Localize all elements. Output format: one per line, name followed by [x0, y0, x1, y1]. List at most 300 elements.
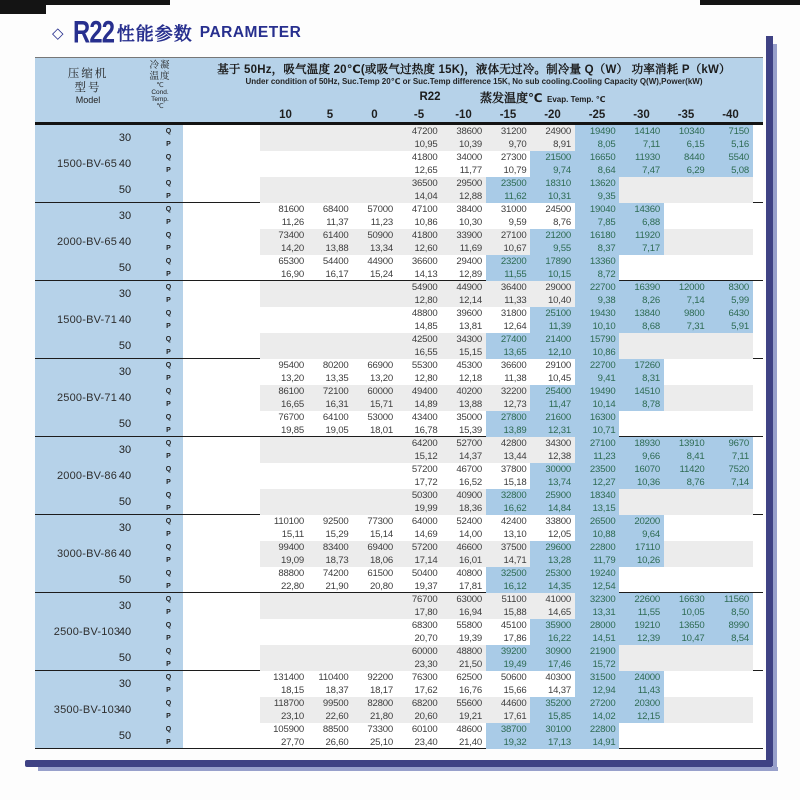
q-value-cell: 30100 — [545, 724, 571, 735]
p-value-cell: 16,55 — [414, 347, 438, 358]
q-value-cell: 7150 — [728, 126, 749, 137]
q-value-cell: 81600 — [278, 204, 304, 215]
p-value-cell: 12,39 — [636, 633, 660, 644]
p-value-cell: 18,37 — [325, 685, 349, 696]
cond-temp-row-pair — [35, 645, 763, 671]
p-value-cell: 6,88 — [642, 217, 660, 228]
q-row-label: Q — [165, 128, 172, 135]
q-value-cell: 18930 — [634, 438, 660, 449]
p-value-cell: 12,27 — [592, 477, 616, 488]
q-value-cell: 40300 — [545, 672, 571, 683]
q-value-cell: 16630 — [678, 594, 705, 605]
q-value-cell: 41800 — [411, 230, 438, 241]
q-value-cell: 13910 — [678, 438, 705, 449]
p-row-label: P — [166, 245, 171, 252]
evap-temp-tick: 0 — [371, 109, 378, 121]
p-value-cell: 17,62 — [414, 685, 438, 696]
cond-temp-row-pair — [35, 671, 763, 697]
p-value-cell: 15,14 — [369, 529, 393, 540]
p-value-cell: 12,89 — [458, 269, 482, 280]
q-value-cell: 10340 — [678, 126, 705, 137]
p-value-cell: 19,37 — [414, 581, 438, 592]
evap-temp-en: Evap. Temp. ℃ — [547, 95, 606, 104]
p-value-cell: 10,67 — [503, 243, 527, 254]
q-value-cell: 54400 — [322, 256, 349, 267]
q-row-label: Q — [165, 362, 172, 369]
p-value-cell: 13,89 — [503, 425, 527, 436]
p-value-cell: 16,65 — [280, 399, 304, 410]
p-value-cell: 23,30 — [414, 659, 438, 670]
q-value-cell: 64200 — [411, 438, 438, 449]
p-value-cell: 17,14 — [414, 555, 438, 566]
cond-temp-row-pair — [35, 125, 763, 151]
p-value-cell: 9,74 — [553, 165, 571, 176]
p-value-cell: 7,17 — [642, 243, 660, 254]
q-value-cell: 34000 — [456, 152, 482, 163]
q-value-cell: 69400 — [367, 542, 393, 553]
p-value-cell: 6,29 — [686, 165, 705, 176]
q-value-cell: 29500 — [456, 178, 482, 189]
q-value-cell: 19240 — [589, 568, 616, 579]
p-value-cell: 10,40 — [547, 295, 571, 306]
p-value-cell: 11,26 — [281, 217, 304, 228]
evap-temp-label — [480, 89, 720, 107]
p-value-cell: 5,08 — [731, 165, 749, 176]
cond-temp-value: 50 — [118, 340, 132, 352]
p-row-label: P — [166, 557, 171, 564]
q-value-cell: 60100 — [411, 724, 438, 735]
p-value-cell: 15,39 — [458, 425, 482, 436]
p-value-cell: 11,55 — [504, 269, 527, 280]
p-value-cell: 15,15 — [458, 347, 482, 358]
q-value-cell: 14360 — [634, 204, 660, 215]
p-value-cell: 20,60 — [414, 711, 438, 722]
p-value-cell: 14,69 — [414, 529, 438, 540]
p-row-label: P — [166, 635, 171, 642]
cond-temp-row-pair — [35, 307, 763, 333]
p-row-label: P — [166, 505, 171, 512]
p-value-cell: 13,31 — [592, 607, 616, 618]
evap-temp-cn: 蒸发温度℃ — [480, 91, 543, 105]
q-value-cell: 42800 — [500, 438, 527, 449]
cond-temp-value: 40 — [118, 392, 132, 404]
q-value-cell: 74200 — [322, 568, 349, 579]
evap-temp-tick: -25 — [588, 109, 606, 121]
q-value-cell: 18340 — [589, 490, 616, 501]
q-value-cell: 45300 — [456, 360, 482, 371]
q-value-cell: 36400 — [500, 282, 527, 293]
cond-temp-value: 50 — [118, 496, 132, 508]
q-value-cell: 42500 — [411, 334, 438, 345]
q-value-cell: 14510 — [634, 386, 660, 397]
cond-header-en1: Cond. — [151, 89, 169, 96]
q-row-label: Q — [165, 258, 172, 265]
q-value-cell: 8990 — [728, 620, 749, 631]
cond-temp-row-pair — [35, 385, 763, 411]
q-value-cell: 21500 — [545, 152, 571, 163]
q-value-cell: 31500 — [589, 672, 616, 683]
q-value-cell: 22700 — [589, 360, 616, 371]
q-row-label: Q — [165, 466, 172, 473]
model-block — [35, 593, 763, 671]
test-condition-en: Under condition of 50Hz, Suc.Temp 20℃ or Suc.Temp difference 15K, No sub cooling.Cooling Capacity Q(W),Power(kW) — [245, 77, 703, 86]
p-value-cell: 12,88 — [458, 191, 482, 202]
p-value-cell: 15,12 — [414, 451, 438, 462]
p-value-cell: 13,28 — [547, 555, 571, 566]
cond-temp-value: 40 — [118, 236, 132, 248]
p-value-cell: 8,64 — [597, 165, 616, 176]
p-value-cell: 11,47 — [548, 399, 571, 410]
p-value-cell: 17,86 — [503, 633, 527, 644]
cond-temp-value: 40 — [118, 314, 132, 326]
q-value-cell: 23500 — [500, 178, 527, 189]
p-value-cell: 8,05 — [597, 139, 616, 150]
p-value-cell: 11,62 — [504, 191, 527, 202]
cond-temp-value: 30 — [118, 132, 132, 144]
q-value-cell: 65300 — [278, 256, 304, 267]
q-value-cell: 60000 — [411, 646, 438, 657]
q-value-cell: 18310 — [545, 178, 571, 189]
p-value-cell: 11,23 — [370, 217, 393, 228]
p-value-cell: 16,52 — [458, 477, 482, 488]
p-value-cell: 11,39 — [548, 321, 571, 332]
p-value-cell: 16,31 — [325, 399, 349, 410]
p-value-cell: 10,10 — [592, 321, 616, 332]
q-value-cell: 16650 — [589, 152, 616, 163]
q-value-cell: 34300 — [456, 334, 482, 345]
cond-temp-row-pair — [35, 541, 763, 567]
p-value-cell: 8,72 — [597, 269, 616, 280]
q-row-label: Q — [165, 518, 172, 525]
p-value-cell: 13,15 — [592, 503, 616, 514]
q-row-label: Q — [165, 570, 172, 577]
p-value-cell: 5,91 — [731, 321, 749, 332]
p-value-cell: 12,64 — [503, 321, 527, 332]
q-value-cell: 28000 — [589, 620, 616, 631]
q-value-cell: 31000 — [500, 204, 527, 215]
cond-temp-row-pair — [35, 151, 763, 177]
p-value-cell: 16,17 — [325, 269, 349, 280]
q-value-cell: 11920 — [635, 230, 660, 241]
p-value-cell: 14,37 — [547, 685, 571, 696]
cond-temp-value: 50 — [118, 730, 132, 742]
model-name: 2500-BV-103 — [53, 625, 121, 638]
p-value-cell: 12,10 — [547, 347, 571, 358]
q-value-cell: 48800 — [411, 308, 438, 319]
table-body — [35, 125, 763, 749]
q-value-cell: 99500 — [322, 698, 349, 709]
q-value-cell: 36500 — [411, 178, 438, 189]
q-value-cell: 40900 — [456, 490, 482, 501]
p-value-cell: 16,22 — [547, 633, 571, 644]
q-row-label: Q — [165, 232, 172, 239]
model-name: 2000-BV-65 — [56, 235, 118, 248]
model-block — [35, 359, 763, 437]
q-value-cell: 57000 — [367, 204, 393, 215]
p-value-cell: 23,10 — [280, 711, 304, 722]
q-value-cell: 52700 — [456, 438, 482, 449]
p-value-cell: 17,13 — [547, 737, 571, 748]
q-value-cell: 110100 — [273, 516, 304, 527]
p-value-cell: 18,36 — [458, 503, 482, 514]
cond-header-cn1: 冷凝 — [149, 60, 171, 71]
q-value-cell: 44600 — [500, 698, 527, 709]
p-value-cell: 8,68 — [642, 321, 660, 332]
q-value-cell: 73300 — [367, 724, 393, 735]
p-value-cell: 21,80 — [369, 711, 393, 722]
q-value-cell: 36600 — [500, 360, 527, 371]
q-value-cell: 41000 — [545, 594, 571, 605]
p-value-cell: 12,14 — [458, 295, 482, 306]
q-value-cell: 11420 — [679, 464, 705, 475]
p-value-cell: 8,76 — [686, 477, 705, 488]
q-value-cell: 17890 — [545, 256, 571, 267]
model-block — [35, 125, 763, 203]
q-value-cell: 46600 — [456, 542, 482, 553]
q-value-cell: 37500 — [500, 542, 527, 553]
p-value-cell: 11,33 — [504, 295, 527, 306]
q-value-cell: 20300 — [634, 698, 660, 709]
q-value-cell: 43400 — [411, 412, 438, 423]
evap-temp-tick: -40 — [722, 109, 739, 121]
p-value-cell: 16,90 — [280, 269, 304, 280]
q-value-cell: 7520 — [728, 464, 749, 475]
cond-temp-value: 40 — [118, 548, 132, 560]
q-value-cell: 88800 — [278, 568, 304, 579]
page-border-right — [766, 36, 773, 766]
q-value-cell: 27100 — [500, 230, 527, 241]
page-border-right-shadow — [773, 44, 777, 770]
p-value-cell: 10,79 — [503, 165, 527, 176]
p-value-cell: 18,15 — [280, 685, 304, 696]
p-value-cell: 12,18 — [458, 373, 482, 384]
q-value-cell: 92500 — [322, 516, 349, 527]
q-row-label: Q — [165, 414, 172, 421]
p-value-cell: 13,74 — [547, 477, 571, 488]
cond-temp-row-pair — [35, 593, 763, 619]
q-row-label: Q — [165, 388, 172, 395]
p-row-label: P — [166, 297, 171, 304]
p-value-cell: 7,85 — [597, 217, 616, 228]
q-value-cell: 52400 — [456, 516, 482, 527]
evap-temp-tick: -15 — [499, 109, 517, 121]
q-value-cell: 110400 — [318, 672, 349, 683]
q-value-cell: 45100 — [500, 620, 527, 631]
q-value-cell: 48600 — [456, 724, 482, 735]
q-value-cell: 35000 — [456, 412, 482, 423]
p-value-cell: 13,20 — [369, 373, 393, 384]
q-row-label: Q — [165, 206, 172, 213]
q-row-label: Q — [165, 180, 172, 187]
q-value-cell: 8300 — [728, 282, 749, 293]
q-value-cell: 42400 — [500, 516, 527, 527]
q-value-cell: 68200 — [411, 698, 438, 709]
p-value-cell: 14,65 — [547, 607, 571, 618]
p-value-cell: 19,09 — [280, 555, 304, 566]
q-value-cell: 64000 — [411, 516, 438, 527]
p-value-cell: 19,05 — [325, 425, 349, 436]
q-value-cell: 24500 — [545, 204, 571, 215]
q-value-cell: 53000 — [367, 412, 393, 423]
q-value-cell: 22600 — [634, 594, 660, 605]
parameter-table — [35, 57, 763, 749]
title-cn: 性能参数 — [116, 24, 193, 44]
q-value-cell: 16070 — [634, 464, 660, 475]
q-value-cell: 20200 — [634, 516, 660, 527]
cond-temp-value: 40 — [118, 470, 132, 482]
q-value-cell: 68400 — [322, 204, 349, 215]
q-value-cell: 38400 — [456, 204, 482, 215]
p-value-cell: 10,05 — [681, 607, 705, 618]
p-value-cell: 9,38 — [597, 295, 616, 306]
q-value-cell: 25100 — [545, 308, 571, 319]
p-value-cell: 9,66 — [642, 451, 660, 462]
page-border-bottom — [25, 760, 773, 767]
cond-temp-row-pair — [35, 359, 763, 385]
q-value-cell: 73400 — [278, 230, 304, 241]
q-value-cell: 38700 — [500, 724, 527, 735]
q-value-cell: 31200 — [500, 126, 527, 137]
q-value-cell: 11930 — [635, 152, 660, 163]
p-value-cell: 15,11 — [281, 529, 304, 540]
q-value-cell: 29600 — [545, 542, 571, 553]
p-value-cell: 5,99 — [731, 295, 749, 306]
q-value-cell: 29400 — [456, 256, 482, 267]
p-value-cell: 16,78 — [414, 425, 438, 436]
q-row-label: Q — [165, 310, 172, 317]
cond-temp-row-pair — [35, 203, 763, 229]
p-value-cell: 10,86 — [414, 217, 438, 228]
p-value-cell: 19,99 — [414, 503, 438, 514]
q-value-cell: 23200 — [500, 256, 527, 267]
cond-temp-value: 50 — [118, 574, 132, 586]
p-value-cell: 7,11 — [642, 139, 660, 150]
q-row-label: Q — [165, 492, 172, 499]
title-refrigerant: R22 — [72, 15, 114, 50]
q-value-cell: 61400 — [322, 230, 349, 241]
q-value-cell: 24000 — [634, 672, 660, 683]
q-value-cell: 50300 — [411, 490, 438, 501]
p-value-cell: 19,39 — [458, 633, 482, 644]
cond-header-cn2: 温度 — [149, 70, 171, 82]
p-value-cell: 8,37 — [597, 243, 616, 254]
cond-temp-value: 50 — [118, 184, 132, 196]
p-value-cell: 15,24 — [369, 269, 393, 280]
cond-temp-row-pair — [35, 619, 763, 645]
cond-header-unit2: ℃ — [156, 103, 164, 110]
q-value-cell: 22800 — [589, 542, 616, 553]
p-value-cell: 14,85 — [414, 321, 438, 332]
p-value-cell: 10,36 — [636, 477, 660, 488]
cond-temp-row-pair — [35, 177, 763, 203]
p-value-cell: 9,59 — [508, 217, 527, 228]
p-value-cell: 7,11 — [731, 451, 749, 462]
q-value-cell: 36600 — [411, 256, 438, 267]
p-row-label: P — [166, 531, 171, 538]
q-value-cell: 50400 — [411, 568, 438, 579]
q-value-cell: 39200 — [500, 646, 527, 657]
q-value-cell: 34300 — [545, 438, 571, 449]
p-value-cell: 14,51 — [592, 633, 616, 644]
q-value-cell: 76700 — [278, 412, 304, 423]
evap-temp-tick: -20 — [544, 109, 561, 121]
p-value-cell: 5,16 — [731, 139, 749, 150]
p-value-cell: 12,80 — [414, 373, 438, 384]
p-value-cell: 8,26 — [642, 295, 660, 306]
p-value-cell: 7,14 — [731, 477, 749, 488]
cond-temp-value: 50 — [118, 262, 132, 274]
p-value-cell: 8,91 — [553, 139, 571, 150]
q-value-cell: 47200 — [411, 126, 438, 137]
q-value-cell: 32200 — [500, 386, 527, 397]
q-value-cell: 13620 — [589, 178, 616, 189]
cond-temp-value: 30 — [118, 366, 132, 378]
refrigerant-label: R22 — [419, 91, 441, 103]
p-value-cell: 21,90 — [325, 581, 349, 592]
q-value-cell: 50900 — [367, 230, 393, 241]
p-value-cell: 11,69 — [459, 243, 482, 254]
q-value-cell: 27800 — [500, 412, 527, 423]
model-block — [35, 437, 763, 515]
q-value-cell: 118700 — [273, 698, 304, 709]
cond-temp-value: 30 — [118, 678, 132, 690]
q-value-cell: 16180 — [589, 230, 616, 241]
p-value-cell: 13,34 — [369, 243, 393, 254]
p-value-cell: 19,49 — [503, 659, 527, 670]
p-value-cell: 8,54 — [731, 633, 749, 644]
page-edge-top-right — [700, 0, 800, 5]
p-value-cell: 25,10 — [369, 737, 393, 748]
evap-temp-tick: -10 — [455, 109, 472, 121]
q-value-cell: 99400 — [278, 542, 304, 553]
p-value-cell: 15,29 — [325, 529, 349, 540]
p-value-cell: 16,76 — [458, 685, 482, 696]
page-border-bottom-shadow — [38, 767, 778, 771]
cond-temp-value: 30 — [118, 210, 132, 222]
q-value-cell: 40800 — [456, 568, 482, 579]
evap-temp-ticks-row — [35, 107, 763, 124]
q-row-label: Q — [165, 726, 172, 733]
cond-temp-row-pair — [35, 489, 763, 515]
p-row-label: P — [166, 479, 171, 486]
q-value-cell: 61500 — [367, 568, 393, 579]
q-value-cell: 51100 — [501, 594, 527, 605]
q-row-label: Q — [165, 336, 172, 343]
q-value-cell: 68300 — [411, 620, 438, 631]
q-value-cell: 35200 — [545, 698, 571, 709]
q-value-cell: 55600 — [456, 698, 482, 709]
q-value-cell: 26500 — [589, 516, 616, 527]
p-value-cell: 26,60 — [325, 737, 349, 748]
p-row-label: P — [166, 687, 171, 694]
q-value-cell: 27300 — [500, 152, 527, 163]
p-value-cell: 15,18 — [503, 477, 527, 488]
p-value-cell: 15,71 — [369, 399, 393, 410]
cond-temp-row-pair — [35, 281, 763, 307]
p-row-label: P — [166, 271, 171, 278]
q-value-cell: 21900 — [589, 646, 616, 657]
cond-temp-row-pair — [35, 463, 763, 489]
p-value-cell: 12,05 — [547, 529, 571, 540]
p-row-label: P — [166, 427, 171, 434]
cond-temp-row-pair — [35, 255, 763, 281]
p-value-cell: 16,62 — [503, 503, 527, 514]
p-value-cell: 16,94 — [458, 607, 482, 618]
p-value-cell: 12,94 — [592, 685, 616, 696]
cond-temp-value: 50 — [118, 418, 132, 430]
p-value-cell: 11,23 — [593, 451, 616, 462]
q-value-cell: 38600 — [456, 126, 482, 137]
